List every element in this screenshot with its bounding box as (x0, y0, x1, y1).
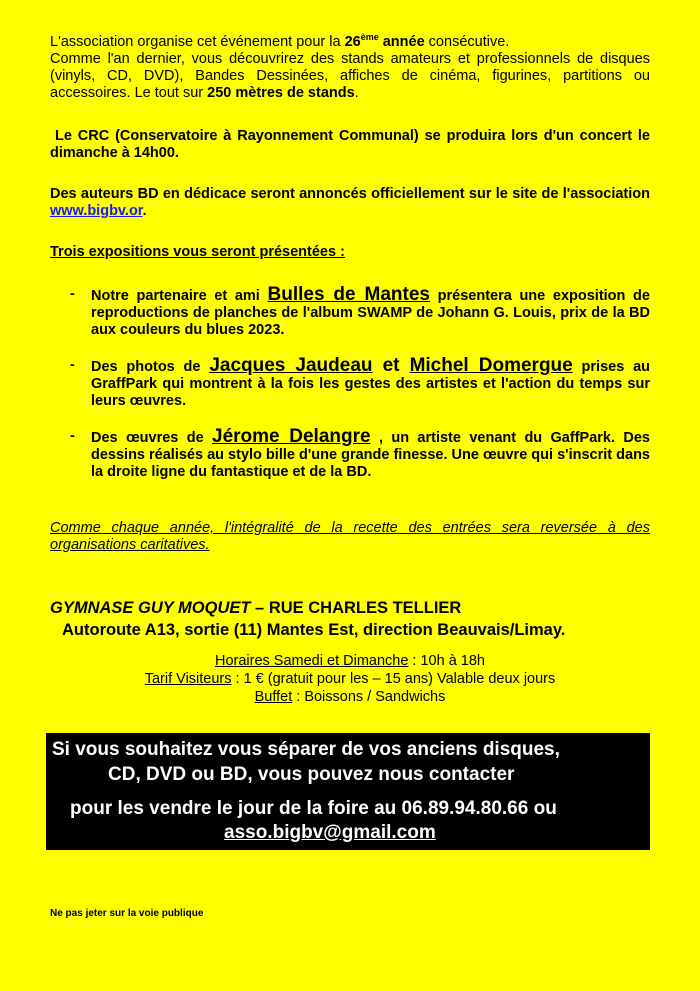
venue-street: – RUE CHARLES TELLIER (250, 599, 462, 617)
buffet-label: Buffet (254, 689, 293, 705)
authors-paragraph (50, 186, 650, 220)
expo-2-name-1: Jacques Jaudeau (209, 355, 373, 376)
price-value: : 1 € (gratuit pour les – 15 ans) Valable deux jours (231, 671, 556, 687)
buffet-value: : Boissons / Sandwichs (292, 689, 446, 705)
hours-value: : 10h à 18h (408, 653, 485, 669)
expo-3-description: , un artiste venant du GaffPark. Des dessins réalisés au stylo bille d'une grande finesse. Une œuvre qui s'inscrit dans la droite ligne du fantastique et de la BD. (91, 430, 650, 480)
price-label: Tarif Visiteurs (144, 671, 232, 687)
stands-text: Comme l'an dernier, vous découvrirez des stands amateurs et professionnels de disques (vinyls, CD, DVD), Bandes Dessinées, affiches de cinéma, figurines, partitions ou accessoires. Le tout sur (50, 51, 650, 101)
expo-heading: Trois expositions vous seront présentées : (50, 244, 345, 260)
expo-1-name: Bulles de Mantes (267, 284, 430, 305)
hours-label: Horaires Samedi et Dimanche (214, 653, 409, 669)
charity-note: Comme chaque année, l'intégralité de la recette des entrées sera reversée à des organisations caritatives. (50, 520, 650, 553)
stands-size: 250 mètres de stands (207, 85, 355, 101)
expo-item-1 (70, 286, 650, 339)
hours-line (50, 652, 650, 671)
edition-suffix: ème (360, 32, 379, 43)
expo-2-description: prises au GraffPark qui montrent à la fois les gestes des artistes et l'action du temps sur leurs œuvres. (91, 359, 650, 409)
crc-paragraph: Le CRC (Conservatoire à Rayonnement Communal) se produira lors d'un concert le dimanche à 14h00. (50, 128, 650, 161)
website-link[interactable]: www.bigbv.or (50, 203, 143, 219)
intro-line-1 (50, 34, 650, 51)
authors-end: . (142, 203, 147, 219)
edition-number: 26 (344, 34, 361, 50)
contact-line-1: Si vous souhaitez vous séparer de vos anciens disques, (52, 739, 560, 760)
expo-item-2 (70, 357, 650, 410)
venue-name: GYMNASE GUY MOQUET (50, 599, 251, 617)
footer-note: Ne pas jeter sur la voie publique (50, 908, 204, 919)
venue-line-1 (50, 598, 650, 619)
venue-directions: Autoroute A13, sortie (11) Mantes Est, direction Beauvais/Limay. (62, 621, 566, 639)
bullet-dash: - (70, 428, 75, 444)
expo-1-description: présentera une exposition de reproductions de planches de l'album SWAMP de Johann G. Louis, prix de la BD aux couleurs du blues 2023. (91, 288, 650, 338)
intro-text-end: consécutive. (424, 34, 510, 50)
expo-2-and: et (372, 355, 410, 376)
expo-3-name: Jérome Delangre (212, 426, 371, 447)
price-line (50, 670, 650, 689)
contact-line-2: CD, DVD ou BD, vous pouvez nous contacter (108, 764, 515, 785)
buffet-line (50, 688, 650, 707)
contact-line-3: pour les vendre le jour de la foire au 06.89.94.80.66 ou (70, 798, 557, 819)
bullet-dash: - (70, 357, 75, 373)
expo-2-intro: Des photos de (91, 359, 210, 375)
expo-3-intro: Des œuvres de (91, 430, 213, 446)
authors-text: Des auteurs BD en dédicace seront annoncés officiellement sur le site de l'association (50, 186, 650, 202)
expo-item-3 (70, 428, 650, 481)
contact-email[interactable]: asso.bigbv@gmail.com (224, 822, 436, 843)
contact-box (46, 733, 650, 850)
intro-text: L'association organise cet événement pour la (50, 34, 345, 50)
expo-2-name-2: Michel Domergue (409, 355, 573, 376)
intro-paragraph (50, 34, 650, 102)
intro-stands (50, 51, 650, 102)
bullet-dash: - (70, 286, 75, 302)
edition-word: année (378, 34, 425, 50)
stands-end: . (354, 85, 359, 101)
expo-1-intro: Notre partenaire et ami (91, 288, 268, 304)
